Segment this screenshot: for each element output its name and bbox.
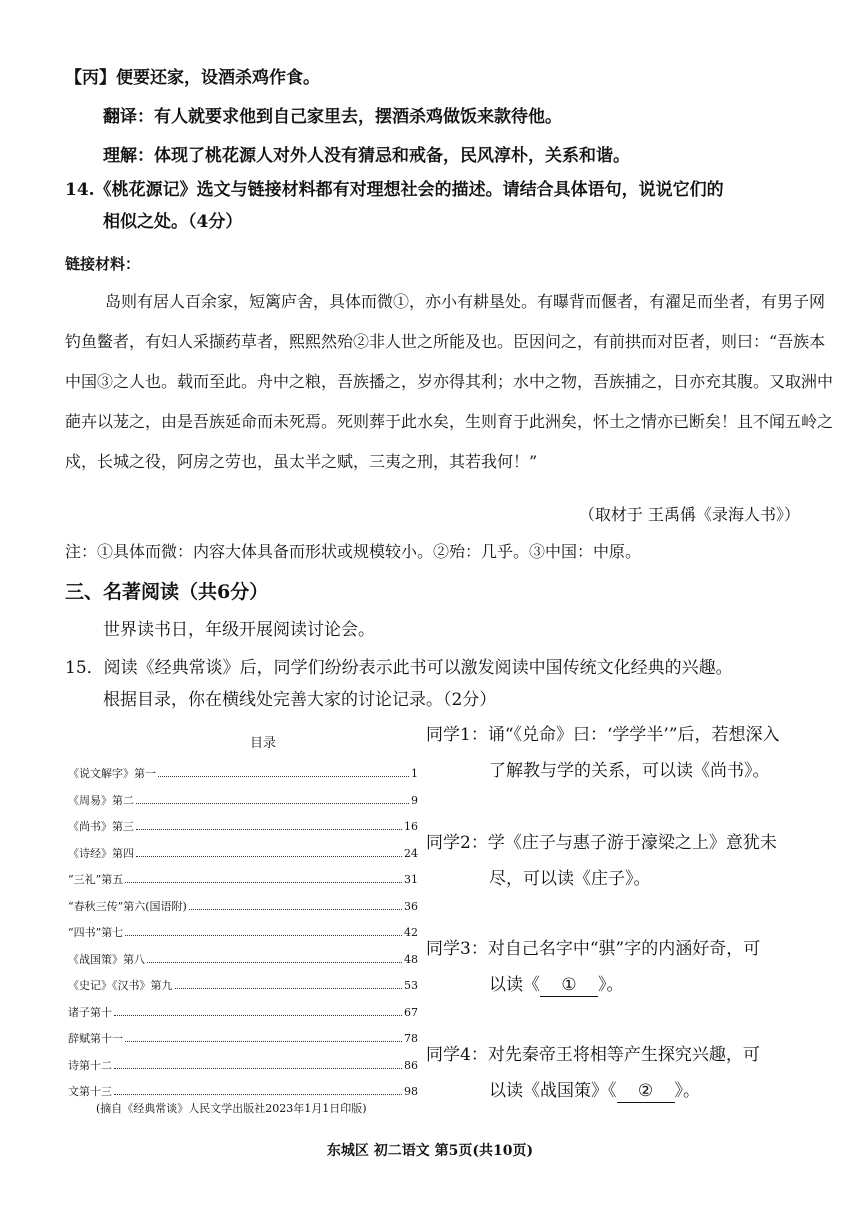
section3-intro: 世界读书日，年级开展阅读讨论会。 bbox=[103, 620, 375, 640]
student4-prefix: 以读《战国策》《 bbox=[489, 1081, 617, 1101]
student1-line2: 了解教与学的关系，可以读《尚书》。 bbox=[489, 761, 770, 781]
bing-sentence: 【丙】便要还家，设酒杀鸡作食。 bbox=[65, 68, 320, 88]
toc-leader-dots bbox=[114, 1094, 402, 1095]
toc-entry bbox=[68, 765, 418, 792]
toc-leader-dots bbox=[125, 1041, 402, 1042]
toc-entry bbox=[68, 1057, 418, 1084]
toc-leader-dots bbox=[158, 776, 409, 777]
toc-entry bbox=[68, 818, 418, 845]
page-footer: 东城区 初二语文 第5页(共10页) bbox=[326, 1143, 534, 1159]
student4-suffix: 》。 bbox=[674, 1081, 700, 1101]
toc-entry bbox=[68, 871, 418, 898]
toc-entry-page: 98 bbox=[404, 1085, 418, 1098]
link-material-passage: 岛则有居人百余家，短篱庐舍，具体而微①，亦小有耕垦处。有曝背而偃者，有濯足而坐者，有男子网钓鱼鳖者，有妇人采撷药草者，熙熙然殆②非人世之所能及也。臣因问之，有前拱而对臣者，则曰：“吾族本中国③之人也。载而至此。舟中之粮，吾族播之，岁亦得其利；水中之物，吾族捕之，日亦充其腹。又取洲中葩卉以茏之，由是吾族延命而未死焉。死则葬于此水矣，生则育于此洲矣，怀土之情亦已断矣！且不闻五岭之戍，长城之役，阿房之劳也，虽太半之赋，三夷之刑，其若我何！” bbox=[65, 292, 834, 471]
student4-answer-line bbox=[489, 1074, 700, 1108]
toc-entry bbox=[68, 845, 418, 872]
toc-entry-page: 42 bbox=[404, 926, 418, 939]
toc-leader-dots bbox=[136, 803, 409, 804]
toc-entry bbox=[68, 792, 418, 819]
toc-title: 目录 bbox=[249, 736, 276, 751]
toc-entry-page: 36 bbox=[404, 899, 418, 913]
footnotes: 注：①具体而微：内容大体具备而形状或规模较小。②殆：几乎。③中国：中原。 bbox=[65, 542, 642, 561]
toc-entry-title: 诗第十二 bbox=[68, 1058, 112, 1072]
toc-entry bbox=[68, 977, 418, 1004]
toc-leader-dots bbox=[147, 962, 402, 963]
toc-leader-dots bbox=[125, 935, 402, 936]
toc-entry-title: 《说文解字》第一 bbox=[68, 767, 156, 780]
toc-leader-dots bbox=[136, 856, 402, 857]
toc-entry-page: 53 bbox=[404, 979, 418, 992]
toc-entry-title: 辞赋第十一 bbox=[68, 1032, 123, 1045]
toc-entry-title: “三礼”第五 bbox=[68, 873, 124, 886]
toc-entry-page: 67 bbox=[404, 1005, 418, 1019]
q14-line2: 相似之处。（4分） bbox=[103, 212, 243, 232]
link-material-label: 链接材料： bbox=[65, 255, 141, 273]
toc-entry bbox=[68, 924, 418, 951]
toc-entry bbox=[68, 898, 418, 925]
toc-entry-title: 《战国策》第八 bbox=[68, 952, 145, 966]
toc-entry bbox=[68, 951, 418, 978]
section3-title: 三、名著阅读（共6分） bbox=[65, 581, 269, 603]
toc-leader-dots bbox=[189, 909, 402, 910]
toc-entry-page: 86 bbox=[404, 1058, 418, 1072]
blank-2[interactable]: ② bbox=[617, 1080, 675, 1103]
toc-entry-title: 《尚书》第三 bbox=[68, 820, 134, 833]
toc-entry-page: 9 bbox=[411, 793, 418, 807]
student4-line1: 同学4：对先秦帝王将相等产生探究兴趣，可 bbox=[426, 1045, 760, 1065]
toc-entry-title: 诸子第十 bbox=[68, 1005, 112, 1019]
student3-line1: 同学3：对自己名字中“骐”字的内涵好奇，可 bbox=[426, 939, 761, 959]
toc-entry-title: 《诗经》第四 bbox=[68, 846, 134, 860]
student2-line2: 尽，可以读《庄子》。 bbox=[489, 869, 651, 889]
toc-entry-page: 48 bbox=[404, 952, 418, 966]
toc-entry-title: “四书”第七 bbox=[68, 926, 124, 939]
student3-suffix: 》。 bbox=[598, 975, 624, 995]
toc-entry-page: 1 bbox=[411, 767, 418, 780]
toc-entry-title: 文第十三 bbox=[68, 1085, 112, 1098]
toc-entry-page: 31 bbox=[404, 873, 418, 886]
toc-entry bbox=[68, 1030, 418, 1057]
q15-line2: 根据目录，你在横线处完善大家的讨论记录。（2分） bbox=[103, 690, 497, 710]
toc-leader-dots bbox=[114, 1015, 402, 1016]
toc-entry-title: “春秋三传”第六(国语附) bbox=[68, 899, 187, 913]
student2-line1: 同学2：学《庄子与惠子游于濠梁之上》意犹未 bbox=[426, 833, 777, 853]
toc-leader-dots bbox=[125, 882, 402, 883]
toc-source: (摘自《经典常谈》人民文学出版社2023年1月1日印版) bbox=[96, 1102, 367, 1115]
student3-prefix: 以读《 bbox=[489, 975, 540, 995]
bing-understanding: 理解：体现了桃花源人对外人没有猜忌和戒备，民风淳朴，关系和谐。 bbox=[103, 146, 630, 166]
table-of-contents bbox=[68, 732, 418, 1110]
toc-entry-page: 16 bbox=[404, 820, 418, 833]
student1-line1: 同学1：诵“《兑命》曰：‘学学半’”后，若想深入 bbox=[426, 725, 780, 745]
toc-leader-dots bbox=[114, 1068, 402, 1069]
toc-entry-title: 《史记》《汉书》第九 bbox=[68, 979, 173, 992]
toc-entry-page: 78 bbox=[404, 1032, 418, 1045]
toc-entry-page: 24 bbox=[404, 846, 418, 860]
toc-entry bbox=[68, 1004, 418, 1031]
blank-1[interactable]: ① bbox=[540, 974, 598, 997]
bing-translation: 翻译：有人就要求他到自己家里去，摆酒杀鸡做饭来款待他。 bbox=[103, 107, 562, 127]
toc-leader-dots bbox=[136, 829, 402, 830]
q14-line1: 14.《桃花源记》选文与链接材料都有对理想社会的描述。请结合具体语句，说说它们的 bbox=[65, 180, 724, 200]
toc-leader-dots bbox=[175, 988, 403, 989]
q15-line1: 15．阅读《经典常谈》后，同学们纷纷表示此书可以激发阅读中国传统文化经典的兴趣。 bbox=[65, 658, 733, 678]
student3-answer-line bbox=[489, 968, 624, 1002]
toc-entry-title: 《周易》第二 bbox=[68, 793, 134, 807]
link-material-source: （取材于 王禹偁《录海人书》） bbox=[578, 505, 800, 524]
